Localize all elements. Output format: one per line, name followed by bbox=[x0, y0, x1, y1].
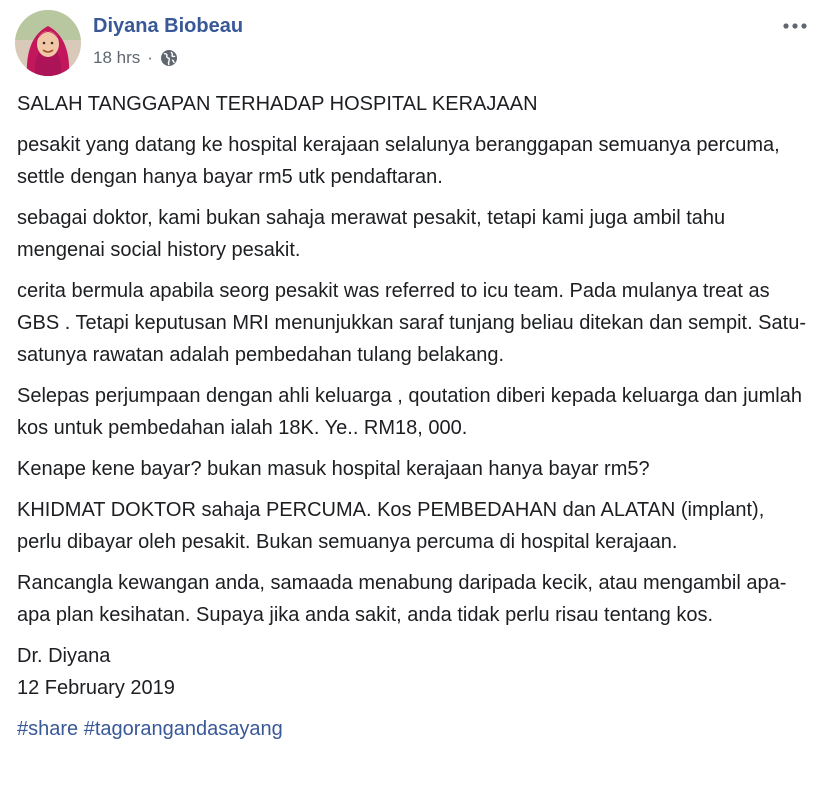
post-paragraph-title: SALAH TANGGAPAN TERHADAP HOSPITAL KERAJAAN bbox=[17, 93, 538, 115]
post-meta bbox=[93, 48, 178, 68]
author-name[interactable]: Diyana Biobeau bbox=[93, 15, 244, 37]
post-body bbox=[17, 88, 807, 745]
hashtag-tagorangandasayang[interactable]: #tagorangandasayang bbox=[83, 718, 283, 740]
post-timestamp[interactable]: 18 hrs bbox=[93, 48, 141, 67]
more-options-icon[interactable] bbox=[780, 16, 810, 36]
hashtag-share[interactable]: #share bbox=[17, 718, 79, 740]
post-paragraph: sebagai doktor, kami bukan sahaja merawat pesakit, tetapi kami juga ambil tahu mengenai social history pesakit. bbox=[17, 207, 726, 261]
post-paragraph: Rancangla kewangan anda, samaada menabung daripada kecik, atau mengambil apa-apa plan kesihatan. Supaya jika anda sakit, anda tidak perlu risau tentang kos. bbox=[17, 572, 787, 626]
signature-date: 12 February 2019 bbox=[17, 677, 175, 699]
post-paragraph: cerita bermula apabila seorg pesakit was referred to icu team. Pada mulanya treat as GBS . Tetapi keputusan MRI menunjukkan saraf tunjang beliau ditekan dan sempit. Satu-satunya rawatan adalah pembedahan tulang belakang. bbox=[17, 280, 806, 366]
post-paragraph: pesakit yang datang ke hospital kerajaan selalunya beranggapan semuanya percuma, settle dengan hanya bayar rm5 utk pendaftaran. bbox=[17, 134, 780, 188]
avatar[interactable] bbox=[15, 10, 81, 76]
globe-icon[interactable] bbox=[160, 49, 178, 67]
meta-separator: · bbox=[147, 48, 153, 67]
post-paragraph: Selepas perjumpaan dengan ahli keluarga , qoutation diberi kepada keluarga dan jumlah kos untuk pembedahan ialah 18K. Ye.. RM18, 000. bbox=[17, 385, 802, 439]
signature-name: Dr. Diyana bbox=[17, 645, 111, 667]
hashtag-list bbox=[17, 713, 807, 745]
profile-photo bbox=[15, 10, 81, 76]
post-paragraph: KHIDMAT DOKTOR sahaja PERCUMA. Kos PEMBEDAHAN dan ALATAN (implant), perlu dibayar oleh pesakit. Bukan semuanya percuma di hospital kerajaan. bbox=[17, 499, 765, 553]
post-paragraph: Kenape kene bayar? bukan masuk hospital kerajaan hanya bayar rm5? bbox=[17, 458, 650, 480]
post-header bbox=[15, 10, 810, 76]
